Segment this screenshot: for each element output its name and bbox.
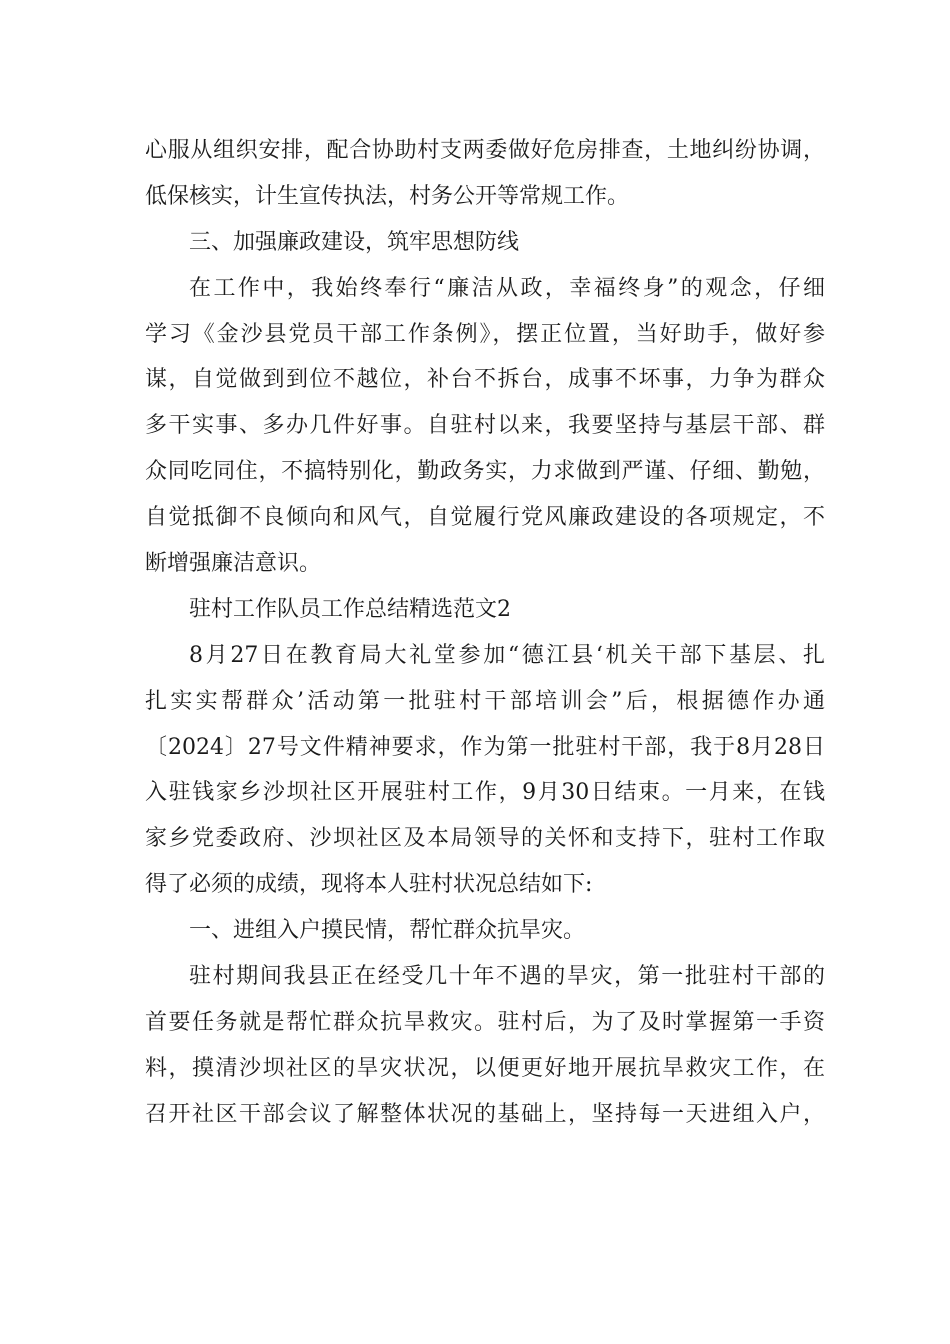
text-line: 家乡党委政府、沙坝社区及本局领导的关怀和支持下，驻村工作取 [145,826,825,852]
text-line: 驻村期间我县正在经受几十年不遇的旱灾，第一批驻村干部的 [189,964,825,990]
text-line: 扎实实帮群众’活动第一批驻村干部培训会”后，根据德作办通 [145,688,825,714]
text-line: 一、进组入户摸民情，帮忙群众抗旱灾。 [189,918,586,944]
text-line: 学习《金沙县党员干部工作条例》，摆正位置，当好助手，做好参 [145,321,825,347]
text-line: 多干实事、多办几件好事。自驻村以来，我要坚持与基层干部、群 [145,413,825,439]
text-line: 三、加强廉政建设，筑牢思想防线 [189,229,520,255]
text-line: 〔2024〕27号文件精神要求，作为第一批驻村干部，我于8月28日 [145,734,825,760]
text-line: 得了必须的成绩，现将本人驻村状况总结如下: [145,872,593,898]
text-line: 料，摸清沙坝社区的旱灾状况，以便更好地开展抗旱救灾工作，在 [145,1055,825,1081]
text-line: 驻村工作队员工作总结精选范文2 [189,596,511,622]
text-line: 心服从组织安排，配合协助村支两委做好危房排查，土地纠纷协调， [145,138,825,163]
text-line: 断增强廉洁意识。 [145,551,322,577]
text-line: 首要任务就是帮忙群众抗旱救灾。驻村后，为了及时掌握第一手资 [145,1009,825,1035]
document-body [145,128,825,1138]
text-line: 自觉抵御不良倾向和风气，自觉履行党风廉政建设的各项规定，不 [145,505,825,531]
text-line: 入驻钱家乡沙坝社区开展驻村工作，9月30日结束。一月来，在钱 [145,780,825,806]
text-line: 谋，自觉做到到位不越位，补台不拆台，成事不坏事，力争为群众 [145,367,825,393]
text-line: 低保核实，计生宣传执法，村务公开等常规工作。 [145,183,630,209]
text-line: 在工作中，我始终奉行“廉洁从政，幸福终身”的观念，仔细 [189,275,825,301]
text-line: 8月27日在教育局大礼堂参加“德江县‘机关干部下基层、扎 [189,642,825,668]
text-line: 众同吃同住，不搞特别化，勤政务实，力求做到严谨、仔细、勤勉， [145,459,825,485]
text-line: 召开社区干部会议了解整体状况的基础上，坚持每一天进组入户， [145,1101,825,1127]
